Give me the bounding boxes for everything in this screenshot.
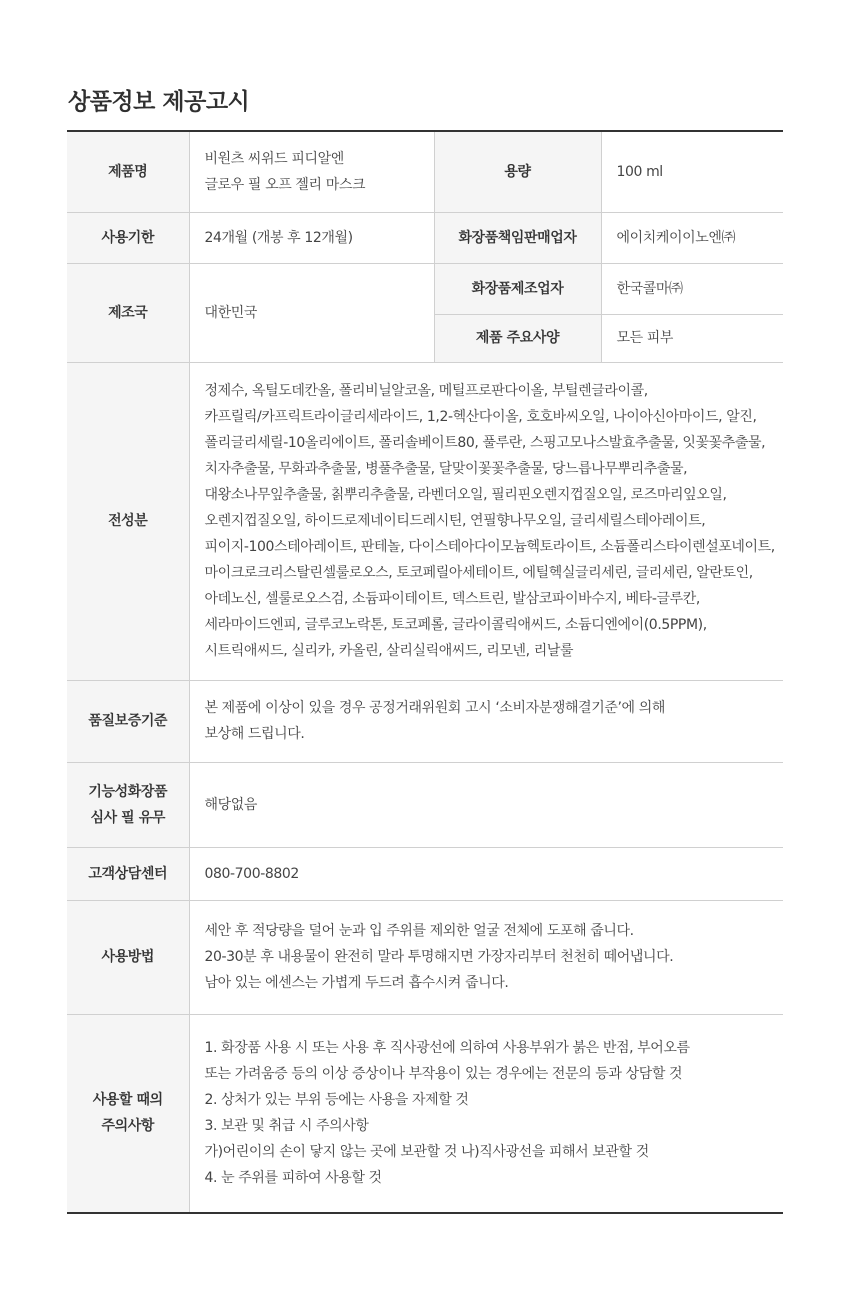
usage-value: 세안 후 적당량을 덜어 눈과 입 주위를 제외한 얼굴 전체에 도포해 줍니다. 20-30분 후 내용물이 완전히 말라 투명해지면 가장자리부터 천천히 떼어냅니다. 남아 있는 에센스는 가볍게 두드려 흡수시켜 줍니다. (189, 900, 783, 1014)
row-label-quality: 품질보증기준 (67, 680, 189, 762)
table-row (67, 680, 783, 762)
row-label-manufacturer: 화장품제조업자 (434, 263, 601, 314)
ingredients-line: 마이크로크리스탈린셀룰로오스, 토코페릴아세테이트, 에틸헥실글리세린, 글리세린, 알란토인, (204, 565, 753, 581)
row-label-caution: 사용할 때의 주의사항 (67, 1014, 189, 1213)
table-row (67, 847, 783, 900)
product-info-table (67, 130, 783, 1214)
row-label-spec: 제품 주요사양 (434, 314, 601, 362)
table-row (67, 900, 783, 1014)
ingredients-line: 대왕소나무잎추출물, 칡뿌리추출물, 라벤더오일, 필리핀오렌지껍질오일, 로즈마리잎오일, (204, 487, 727, 503)
ingredients-value (189, 362, 783, 680)
cs-center-value: 080-700-8802 (189, 847, 783, 900)
row-label-product-name: 제품명 (67, 131, 189, 212)
seller-value: 에이치케이이노엔㈜ (601, 212, 783, 263)
ingredients-line: 아데노신, 셀룰로오스검, 소듐파이테이트, 덱스트린, 발삼코파이바수지, 베타-글루칸, (204, 591, 700, 607)
functional-value: 해당없음 (189, 762, 783, 847)
ingredients-line: 치자추출물, 무화과추출물, 병풀추출물, 달맞이꽃꽃추출물, 당느릅나무뿌리추출물, (204, 461, 688, 477)
origin-value: 대한민국 (189, 263, 434, 362)
ingredients-line: 피이지-100스테아레이트, 판테놀, 다이스테아다이모늄헥토라이트, 소듐폴리스타이렌설포네이트, (204, 539, 775, 555)
quality-value: 본 제품에 이상이 있을 경우 공정거래위원회 고시 ‘소비자분쟁해결기준’에 의해 보상해 드립니다. (189, 680, 783, 762)
row-label-ingredients: 전성분 (67, 362, 189, 680)
ingredients-line: 오렌지껍질오일, 하이드로제네이티드레시틴, 연필향나무오일, 글리세릴스테아레이트, (204, 513, 706, 529)
spec-value: 모든 피부 (601, 314, 783, 362)
ingredients-line: 카프릴릭/카프릭트라이글리세라이드, 1,2-헥산다이올, 호호바씨오일, 나이아신아마이드, 알진, (204, 409, 757, 425)
capacity-value: 100 ml (601, 131, 783, 212)
table-row (67, 212, 783, 263)
ingredients-line: 시트릭애씨드, 실리카, 카올린, 살리실릭애씨드, 리모넨, 리날룰 (204, 643, 574, 659)
row-label-origin: 제조국 (67, 263, 189, 362)
table-row (67, 131, 783, 212)
caution-value: 1. 화장품 사용 시 또는 사용 후 직사광선에 의하여 사용부위가 붉은 반점, 부어오름 또는 가려움증 등의 이상 증상이나 부작용이 있는 경우에는 전문의 등과 상담할 것 2. 상처가 있는 부위 등에는 사용을 자제할 것 3. 보관 및 취급 시 주의사항 가)어린이의 손이 닿지 않는 곳에 보관할 것 나)직사광선을 피해서 보관할 것 4. 눈 주위를 피하여 사용할 것 (204, 1040, 690, 1187)
table-row (67, 362, 783, 680)
page-title: 상품정보 제공고시 (68, 89, 250, 115)
row-label-usage: 사용방법 (67, 900, 189, 1014)
row-label-cs-center: 고객상담센터 (67, 847, 189, 900)
table-row (67, 762, 783, 847)
manufacturer-value: 한국콜마㈜ (601, 263, 783, 314)
row-label-functional: 기능성화장품 심사 필 유무 (67, 762, 189, 847)
ingredients-line: 폴리글리세릴-10올리에이트, 폴리솔베이트80, 풀루란, 스핑고모나스발효추출물, 잇꽃꽃추출물, (204, 435, 766, 451)
table-row (67, 263, 783, 314)
table-row (67, 1014, 783, 1213)
row-label-expiry: 사용기한 (67, 212, 189, 263)
expiry-value: 24개월 (개봉 후 12개월) (189, 212, 434, 263)
ingredients-line: 정제수, 옥틸도데칸올, 폴리비닐알코올, 메틸프로판다이올, 부틸렌글라이콜, (204, 383, 648, 399)
product-name-value: 비원츠 씨위드 피디알엔 글로우 필 오프 젤리 마스크 (189, 131, 434, 212)
row-label-seller: 화장품책임판매업자 (434, 212, 601, 263)
ingredients-line: 세라마이드엔피, 글루코노락톤, 토코페롤, 글라이콜릭애씨드, 소듐디엔에이(0.5PPM), (204, 617, 707, 633)
row-label-capacity: 용량 (434, 131, 601, 212)
